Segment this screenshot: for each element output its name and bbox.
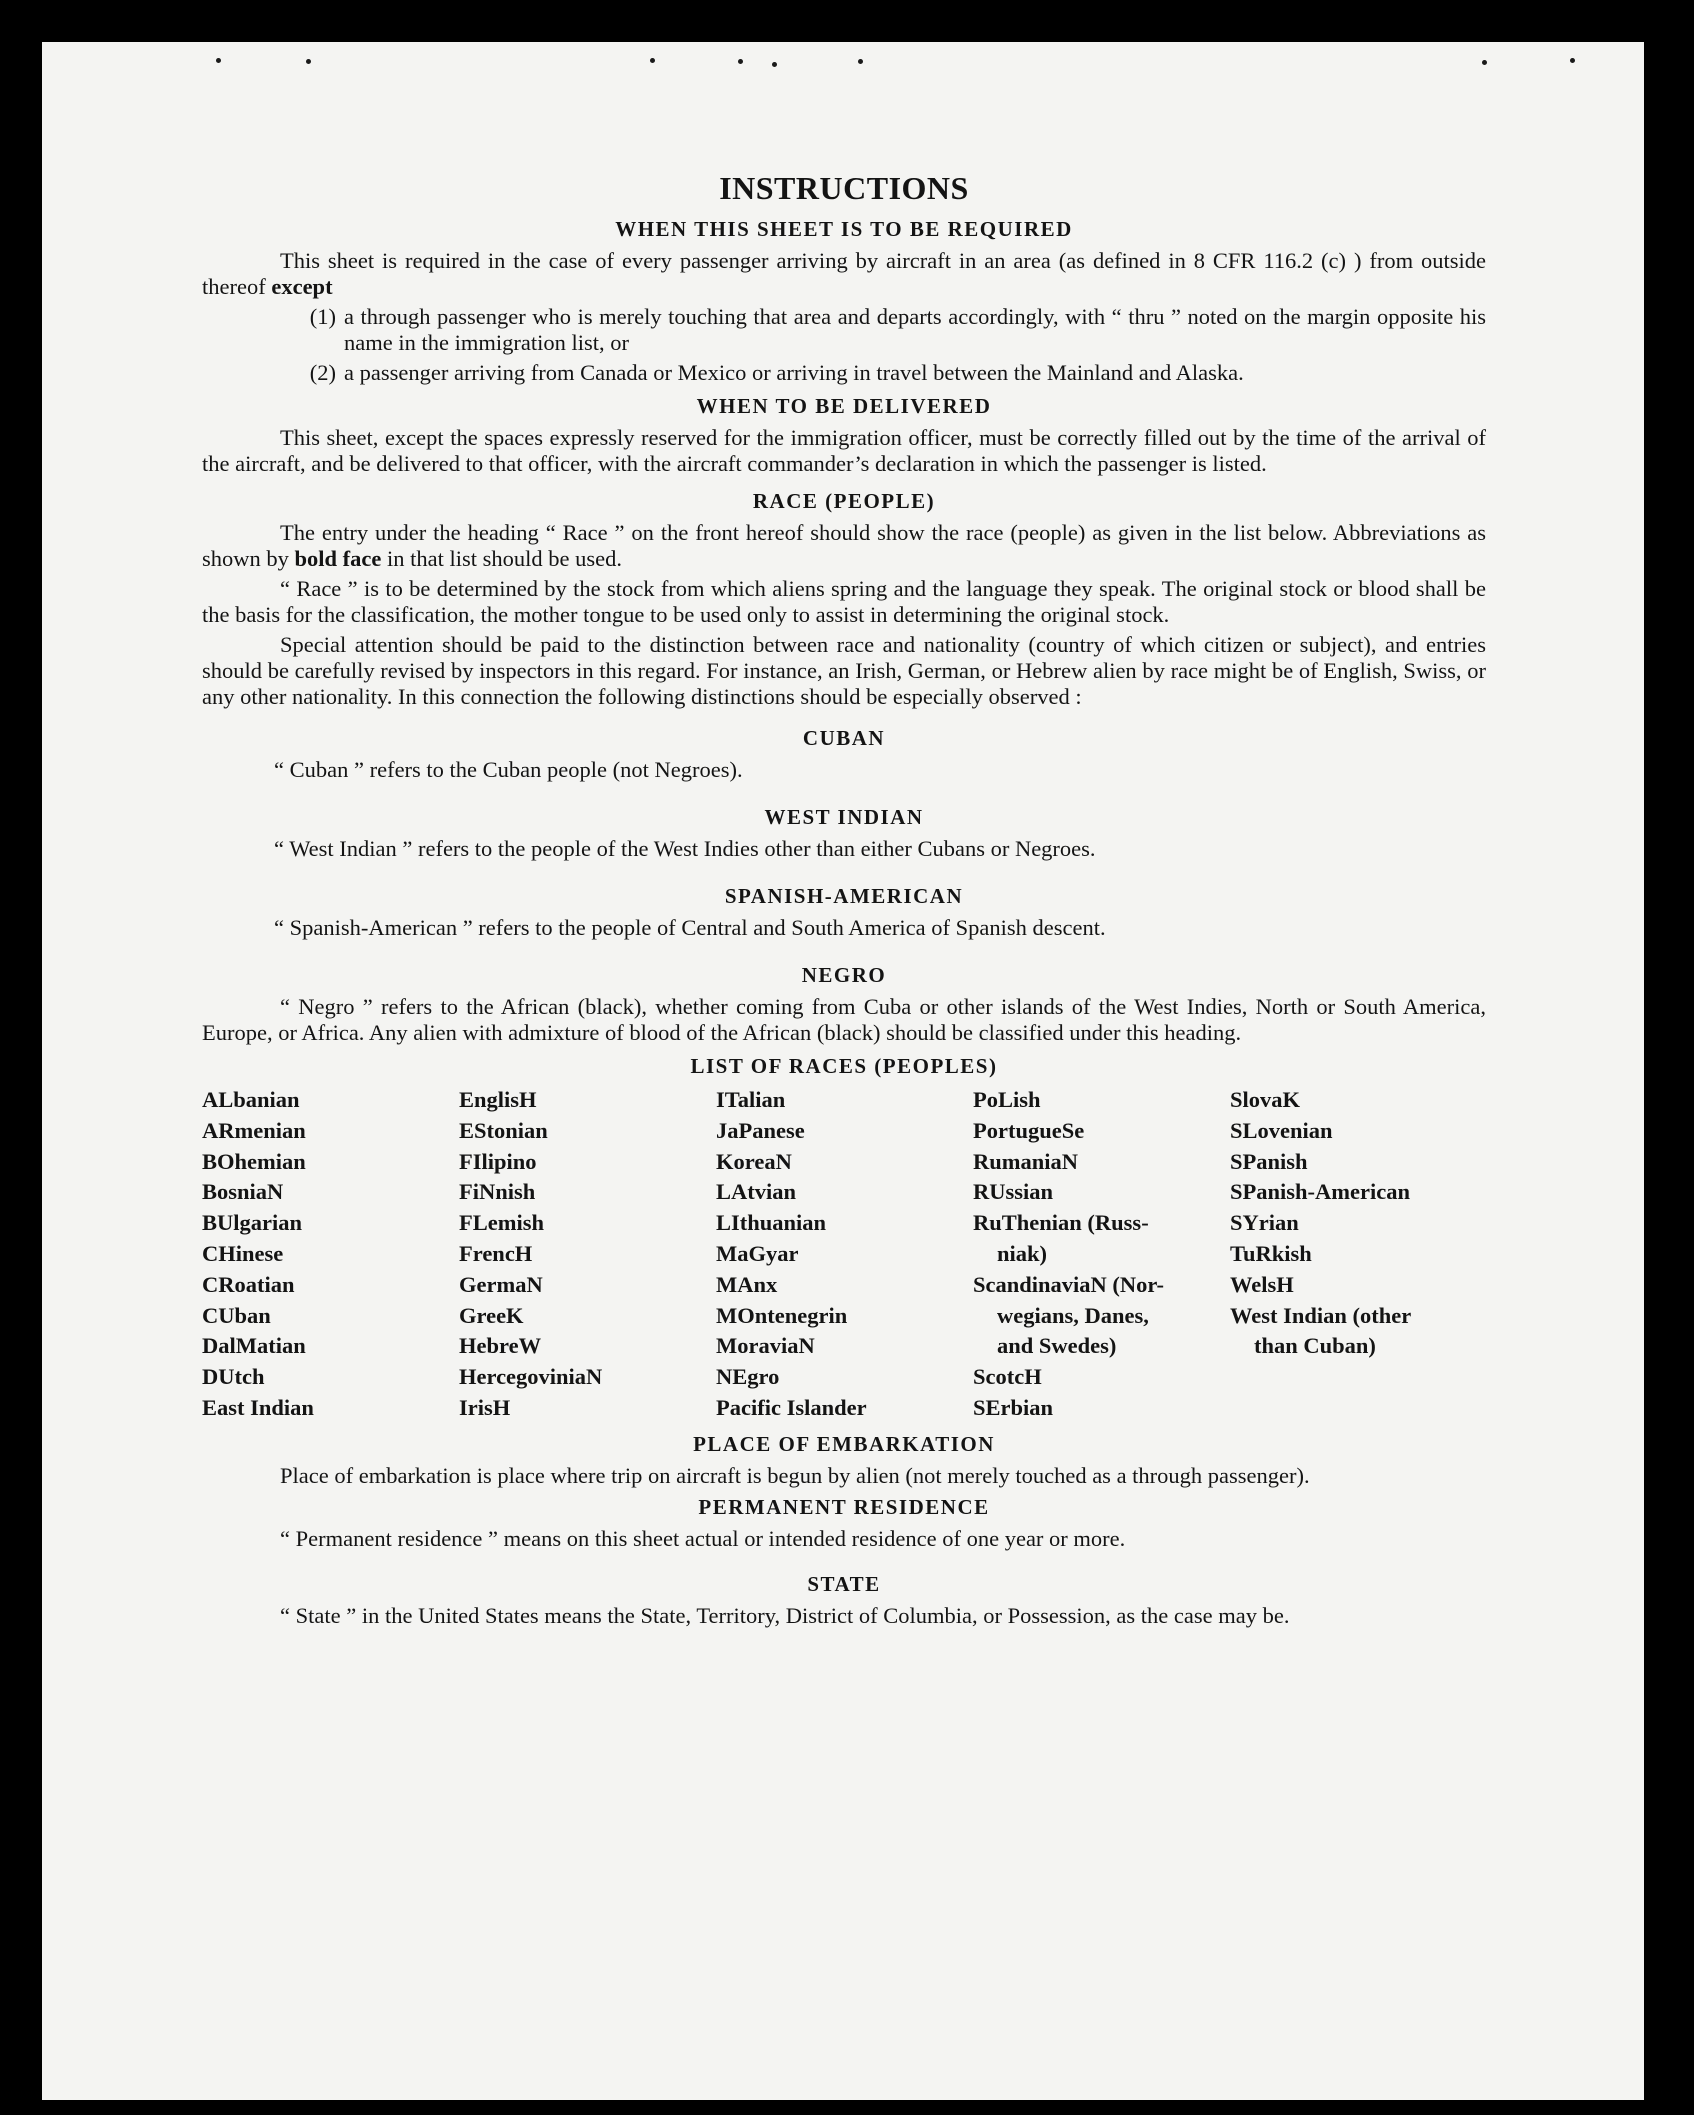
race-entry [973, 1085, 1229, 1116]
race-name: EnglisH [459, 1087, 537, 1112]
race-bold-face: bold face [294, 546, 382, 571]
race-entry [716, 1239, 972, 1270]
race-name: CUban [202, 1302, 271, 1328]
race-name: CRoatian [202, 1271, 295, 1297]
negro-definition: “ Negro ” refers to the African (black), whether coming from Cuba or other islands of the West Indies, North or South America, Europe, or Africa. Any alien with admixture of blood of the African (black) should be classified under this heading. [202, 994, 1486, 1045]
race-entry [459, 1301, 715, 1332]
race-name: RuThenian (Russ- [973, 1210, 1149, 1236]
mark-dot [772, 62, 777, 67]
race-entry [716, 1177, 972, 1208]
race-entry [1230, 1177, 1486, 1208]
mark-dot [858, 59, 863, 64]
race-entry [1230, 1147, 1486, 1178]
race-name: SErbian [973, 1394, 1054, 1420]
item-number: (1) [309, 304, 336, 329]
race-entry [973, 1393, 1229, 1424]
race-entry [716, 1362, 972, 1393]
race-entry [973, 1116, 1229, 1147]
race-name: PortugueSe [973, 1117, 1085, 1143]
cuban-definition: “ Cuban ” refers to the Cuban people (not Negroes). [274, 757, 743, 782]
delivered-paragraph: This sheet, except the spaces expressly reserved for the immigration officer, must be correctly filled out by the time of the arrival of the aircraft, and be delivered to that officer, with the aircraft commander’s declaration in which the passenger is listed. [202, 425, 1486, 476]
document-page [42, 42, 1644, 2100]
race-name: SlovaK [1230, 1087, 1301, 1112]
race-name-continued: than Cuban) [1254, 1333, 1376, 1359]
section-heading-spanish-american: SPANISH-AMERICAN [724, 884, 964, 908]
race-name-continued: niak) [997, 1240, 1048, 1266]
race-entry [202, 1239, 458, 1270]
section-heading-required: WHEN THIS SHEET IS TO BE REQUIRED [615, 217, 1073, 241]
mark-dot [650, 58, 655, 63]
race-name: ScandinaviaN (Nor- [973, 1271, 1165, 1297]
race-column [973, 1085, 1229, 1424]
required-item [202, 360, 1486, 386]
punch-marks [42, 42, 1644, 102]
race-name: GermaN [459, 1271, 543, 1297]
race-name: MOntenegrin [716, 1302, 848, 1328]
race-name: MoraviaN [716, 1333, 815, 1359]
race-name: EStonian [459, 1117, 548, 1143]
section-heading-delivered: WHEN TO BE DELIVERED [696, 394, 992, 418]
embarkation-paragraph: Place of embarkation is place where trip on aircraft is begun by alien (not merely touched as a through passenger). [280, 1462, 1310, 1488]
race-entry [459, 1331, 715, 1362]
race-name: HebreW [459, 1333, 542, 1359]
section-heading-residence: PERMANENT RESIDENCE [698, 1494, 990, 1519]
race-entry [202, 1301, 458, 1332]
race-entry [459, 1116, 715, 1147]
west-indian-definition: “ West Indian ” refers to the people of the West Indies other than either Cubans or Negroes. [274, 836, 1096, 861]
race-entry [459, 1270, 715, 1301]
race-name-continued: wegians, Danes, [997, 1302, 1149, 1328]
spanish-american-definition: “ Spanish-American ” refers to the people of Central and South America of Spanish descent. [274, 915, 1106, 940]
race-entry [459, 1362, 715, 1393]
race-entry [973, 1147, 1229, 1178]
item-text: a passenger arriving from Canada or Mexico or arriving in travel between the Mainland and Alaska. [344, 360, 1244, 385]
race-entry [716, 1116, 972, 1147]
race-name: FLemish [459, 1210, 545, 1236]
race-name: West Indian (other [1230, 1302, 1412, 1328]
race-entry [716, 1393, 972, 1424]
race-entry [459, 1208, 715, 1239]
race-name: WelsH [1230, 1271, 1294, 1297]
race-entry [716, 1331, 972, 1362]
race-entry [459, 1239, 715, 1270]
race-name: SYrian [1230, 1210, 1299, 1236]
race-name: ScotcH [973, 1364, 1042, 1390]
race-name: BOhemian [202, 1148, 306, 1174]
race-name: DalMatian [202, 1333, 306, 1359]
race-name: CHinese [202, 1240, 284, 1266]
mark-dot [1482, 60, 1487, 65]
race-name: IrisH [459, 1394, 511, 1420]
race-entry [202, 1116, 458, 1147]
race-name: FiNnish [459, 1179, 536, 1205]
state-paragraph: “ State ” in the United States means the State, Territory, District of Columbia, or Possession, as the case may be. [280, 1602, 1290, 1628]
race-column [716, 1085, 972, 1424]
required-text: This sheet is required in the case of every passenger arriving by aircraft in an area (as defined in 8 CFR 116.2 (c) ) from outside thereof [202, 248, 1486, 299]
mark-dot [216, 58, 221, 63]
required-except: except [271, 274, 333, 299]
race-entry [973, 1208, 1229, 1270]
race-name: BosniaN [202, 1179, 284, 1205]
section-heading-embarkation: PLACE OF EMBARKATION [693, 1431, 995, 1456]
race-name: DUtch [202, 1364, 265, 1390]
race-text: in that list should be used. [381, 546, 623, 571]
mark-dot [738, 59, 743, 64]
section-heading-west-indian: WEST INDIAN [764, 805, 924, 829]
race-entry [1230, 1208, 1486, 1239]
race-paragraph-2: “ Race ” is to be determined by the stock from which aliens spring and the language they speak. The original stock or blood shall be the basis for the classification, the mother tongue to be used only to assist in determining the original stock. [202, 576, 1486, 627]
race-entry [716, 1208, 972, 1239]
residence-definition: “ Permanent residence ” means on this sheet actual or intended residence of one year or more. [280, 1525, 1126, 1551]
required-paragraph [202, 248, 1486, 300]
race-name: East Indian [202, 1394, 314, 1420]
race-column [202, 1085, 458, 1424]
race-entry [1230, 1301, 1486, 1363]
race-entry [973, 1177, 1229, 1208]
race-entry [1230, 1270, 1486, 1301]
mark-dot [306, 59, 311, 64]
mark-dot [1570, 58, 1575, 63]
race-name: KoreaN [716, 1148, 792, 1174]
race-entry [202, 1331, 458, 1362]
race-entry [202, 1085, 458, 1116]
instructions-content [202, 170, 1486, 1629]
race-name: TuRkish [1230, 1240, 1312, 1266]
race-name: MaGyar [716, 1240, 799, 1266]
race-entry [459, 1393, 715, 1424]
race-entry [202, 1208, 458, 1239]
race-name: LIthuanian [716, 1210, 827, 1236]
section-heading-negro: NEGRO [801, 963, 887, 987]
required-item [202, 304, 1486, 356]
item-number: (2) [309, 360, 336, 385]
race-name: ALbanian [202, 1087, 300, 1112]
race-entry [459, 1147, 715, 1178]
race-text: The entry under the heading “ Race ” on the front hereof should show the race (people) as given in the list below. Abbreviations as shown by [202, 520, 1486, 571]
race-entry [1230, 1116, 1486, 1147]
race-name: RUssian [973, 1179, 1054, 1205]
race-name: JaPanese [716, 1117, 805, 1143]
race-paragraph-3: Special attention should be paid to the distinction between race and nationality (country of which citizen or subject), and entries should be carefully revised by inspectors in this regard. For instance, an Irish, German, or Hebrew alien by race might be of English, Swiss, or any other nationality. In this connection the following distinctions should be especially observed : [202, 632, 1486, 709]
race-name: NEgro [716, 1364, 780, 1390]
race-name: SPanish [1230, 1148, 1308, 1174]
race-name: FIlipino [459, 1148, 537, 1174]
page-title: INSTRUCTIONS [719, 170, 969, 206]
race-entry [202, 1270, 458, 1301]
race-entry [716, 1270, 972, 1301]
race-name: MAnx [716, 1271, 778, 1297]
race-entry [973, 1270, 1229, 1362]
race-name: ITalian [716, 1087, 786, 1112]
race-name: RumaniaN [973, 1148, 1079, 1174]
race-entry [202, 1147, 458, 1178]
race-entry [973, 1362, 1229, 1393]
section-heading-race: RACE (PEOPLE) [752, 489, 936, 513]
item-text: a through passenger who is merely touching that area and departs accordingly, with “ thru ” noted on the margin opposite his name in the immigration list, or [344, 304, 1486, 355]
race-paragraph-1 [202, 520, 1486, 572]
race-name: LAtvian [716, 1179, 797, 1205]
race-entry [716, 1147, 972, 1178]
race-entry [716, 1301, 972, 1332]
race-name: HercegoviniaN [459, 1364, 603, 1390]
race-name-continued: and Swedes) [997, 1333, 1117, 1359]
race-name: SPanish-American [1230, 1179, 1410, 1205]
section-heading-state: STATE [807, 1571, 881, 1596]
race-entry [459, 1085, 715, 1116]
section-heading-races: LIST OF RACES (PEOPLES) [690, 1054, 998, 1078]
race-name: SLovenian [1230, 1117, 1333, 1143]
race-entry [202, 1393, 458, 1424]
race-entry [1230, 1085, 1486, 1116]
section-heading-cuban: CUBAN [802, 726, 886, 750]
race-name: Pacific Islander [716, 1394, 867, 1420]
race-name: PoLish [973, 1087, 1041, 1112]
race-entry [459, 1177, 715, 1208]
race-column [459, 1085, 715, 1424]
race-list [202, 1085, 1486, 1424]
race-name: ARmenian [202, 1117, 306, 1143]
race-column [1230, 1085, 1486, 1424]
race-entry [202, 1177, 458, 1208]
race-entry [202, 1362, 458, 1393]
race-name: BUlgarian [202, 1210, 303, 1236]
race-name: GreeK [459, 1302, 524, 1328]
race-entry [716, 1085, 972, 1116]
race-entry [1230, 1239, 1486, 1270]
race-name: FrencH [459, 1240, 533, 1266]
